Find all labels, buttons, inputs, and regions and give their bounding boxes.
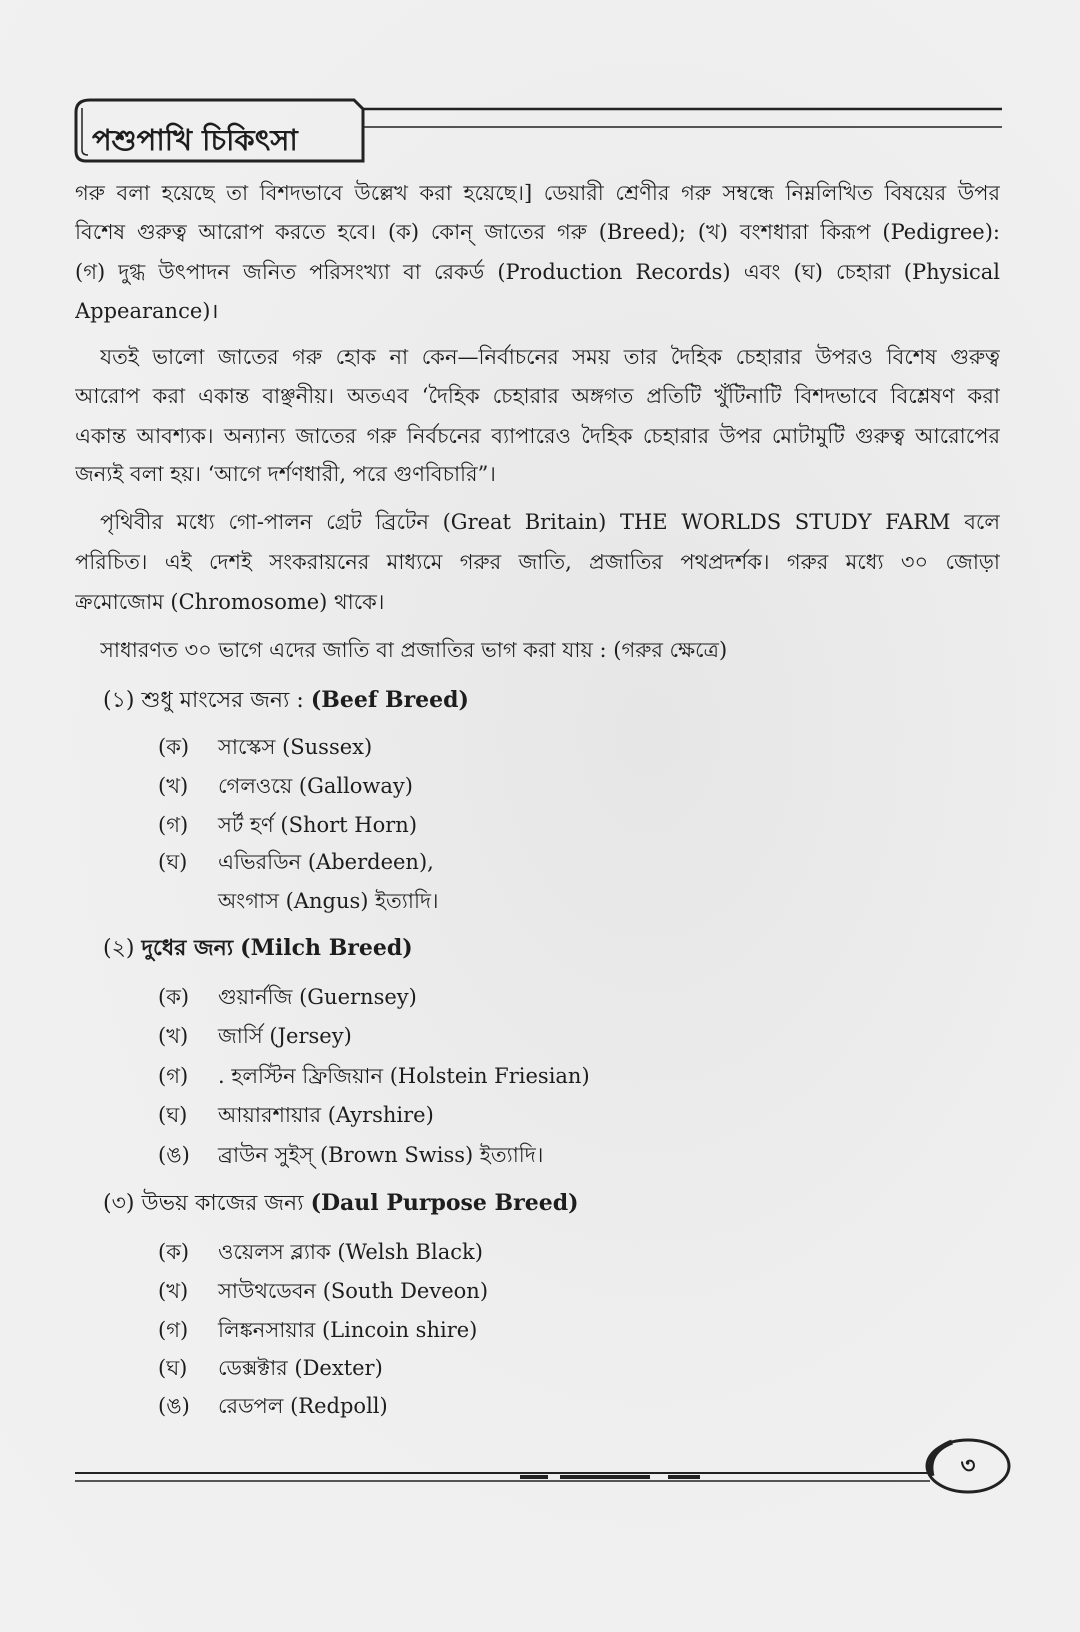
item-marker: (খ) bbox=[158, 1279, 189, 1303]
breed-item bbox=[0, 1352, 1080, 1384]
item-marker: (খ) bbox=[158, 774, 189, 798]
item-marker: (ক) bbox=[158, 985, 190, 1009]
body-line: ক্রমোজোম (Chromosome) থাকে। bbox=[75, 590, 385, 614]
page-number: ৩ bbox=[960, 1452, 976, 1479]
body-line: বিশেষ গুরুত্ব আরোপ করতে হবে। (ক) কোন্ জাতের গরু (Breed); (খ) বংশধারা কিরূপ (Pedigree): bbox=[75, 220, 1000, 244]
item-marker: (ঙ) bbox=[158, 1394, 190, 1418]
body-line: একান্ত আবশ্যক। অন্যান্য জাতের গরু নির্বচনের ব্যাপারেও দৈহিক চেহারার উপর মোটামুটি গুরুত্ব আরোপের bbox=[75, 424, 1000, 448]
body-line: জন্যই বলা হয়। ‘আগে দর্শণধারী, পরে গুণবিচারি”। bbox=[75, 462, 496, 486]
breed-item-continuation bbox=[0, 885, 1080, 917]
breed-item bbox=[0, 1060, 1080, 1092]
item-text: সাউথডেবন (South Deveon) bbox=[218, 1279, 489, 1303]
breed-group-number: (৩) bbox=[103, 1191, 135, 1216]
item-text: . হলস্টিন ফ্রিজিয়ান (Holstein Friesian) bbox=[218, 1064, 590, 1088]
breed-group-number: (২) bbox=[103, 936, 135, 961]
breed-item bbox=[0, 809, 1080, 841]
item-marker: (গ) bbox=[158, 1064, 189, 1088]
item-marker: (ঘ) bbox=[158, 1356, 188, 1380]
breed-item bbox=[0, 846, 1080, 878]
breed-group-english: (Milch Breed) bbox=[240, 935, 413, 961]
body-line: Appearance)। bbox=[75, 299, 219, 323]
body-line: (গ) দুগ্ধ উৎপাদন জনিত পরিসংখ্যা বা রেকর্ড (Production Records) এবং (ঘ) চেহারা (Physical bbox=[75, 260, 1000, 284]
footer-rule bbox=[75, 1473, 930, 1481]
item-text: রেডপল (Redpoll) bbox=[218, 1394, 388, 1418]
item-text: ডেক্সক্টার (Dexter) bbox=[218, 1356, 383, 1380]
item-text: ওয়েলস ব্ল্যাক (Welsh Black) bbox=[218, 1240, 483, 1264]
breed-item bbox=[0, 1314, 1080, 1346]
breed-group-english: (Beef Breed) bbox=[310, 687, 469, 713]
item-marker: (ক) bbox=[158, 1240, 190, 1264]
breed-item bbox=[0, 1390, 1080, 1422]
breed-group-number: (১) bbox=[103, 688, 135, 713]
item-text: অংগাস (Angus) ইত্যাদি। bbox=[218, 889, 439, 913]
header-rule bbox=[363, 109, 1002, 127]
item-text: সর্ট হর্ণ (Short Horn) bbox=[218, 813, 418, 837]
breed-item bbox=[0, 1275, 1080, 1307]
item-marker: (ঘ) bbox=[158, 850, 188, 874]
item-marker: (ঘ) bbox=[158, 1103, 188, 1127]
body-line: সাধারণত ৩০ ভাগে এদের জাতি বা প্রজাতির ভাগ করা যায় : (গরুর ক্ষেত্রে) bbox=[100, 638, 728, 662]
breed-item bbox=[0, 770, 1080, 802]
item-text: সাস্কেস (Sussex) bbox=[218, 735, 373, 759]
body-line: আরোপ করা একান্ত বাঞ্ছনীয়। অতএব ‘দৈহিক চেহারার অঙ্গগত প্রতিটি খুঁটিনাটি বিশদভাবে বিশ্লেষণ করা bbox=[75, 384, 1000, 408]
breed-item bbox=[0, 1236, 1080, 1268]
body-line: গরু বলা হয়েছে তা বিশদভাবে উল্লেখ করা হয়েছে।] ডেয়ারী শ্রেণীর গরু সম্বন্ধে নিম্নলিখিত বিষয়ের উপর bbox=[75, 181, 1000, 205]
item-text: এভিরডিন (Aberdeen), bbox=[218, 850, 434, 874]
breed-group-heading bbox=[103, 931, 413, 965]
breed-group-english: (Daul Purpose Breed) bbox=[310, 1190, 579, 1216]
item-text: লিঙ্কনসায়ার (Lincoin shire) bbox=[218, 1318, 478, 1342]
breed-item bbox=[0, 981, 1080, 1013]
breed-group-heading bbox=[103, 683, 469, 717]
breed-item bbox=[0, 731, 1080, 763]
item-marker: (ক) bbox=[158, 735, 190, 759]
breed-item bbox=[0, 1139, 1080, 1171]
breed-group-label: উভয় কাজের জন্য bbox=[141, 1191, 304, 1216]
body-line: পৃথিবীর মধ্যে গো-পালন গ্রেট ব্রিটেন (Great Britain) THE WORLDS STUDY FARM বলে bbox=[100, 510, 1000, 534]
item-marker: (খ) bbox=[158, 1024, 189, 1048]
breed-group-heading bbox=[103, 1186, 579, 1220]
item-text: আয়ারশায়ার (Ayrshire) bbox=[218, 1103, 434, 1127]
item-marker: (গ) bbox=[158, 1318, 189, 1342]
item-marker: (গ) bbox=[158, 813, 189, 837]
breed-item bbox=[0, 1099, 1080, 1131]
body-line: যতই ভালো জাতের গরু হোক না কেন—নির্বাচনের সময় তার দৈহিক চেহারার উপরও বিশেষ গুরুত্ব bbox=[100, 345, 1000, 369]
page-header-title: পশুপাখি চিকিৎসা bbox=[92, 123, 298, 157]
item-text: জার্সি (Jersey) bbox=[218, 1024, 352, 1048]
breed-group-label: শুধু মাংসের জন্য : bbox=[141, 688, 304, 713]
item-text: গেলওয়ে (Galloway) bbox=[218, 774, 413, 798]
breed-group-label: দুধের জন্য bbox=[141, 935, 234, 961]
breed-item bbox=[0, 1020, 1080, 1052]
body-line: পরিচিত। এই দেশই সংকরায়নের মাধ্যমে গরুর জাতি, প্রজাতির পথপ্রদর্শক। গরুর মধ্যে ৩০ জোড়া bbox=[75, 550, 1000, 574]
item-text: গুয়ার্নজি (Guernsey) bbox=[218, 985, 417, 1009]
item-marker: (ঙ) bbox=[158, 1143, 190, 1167]
item-text: ব্রাউন সুইস্ (Brown Swiss) ইত্যাদি। bbox=[218, 1143, 544, 1167]
